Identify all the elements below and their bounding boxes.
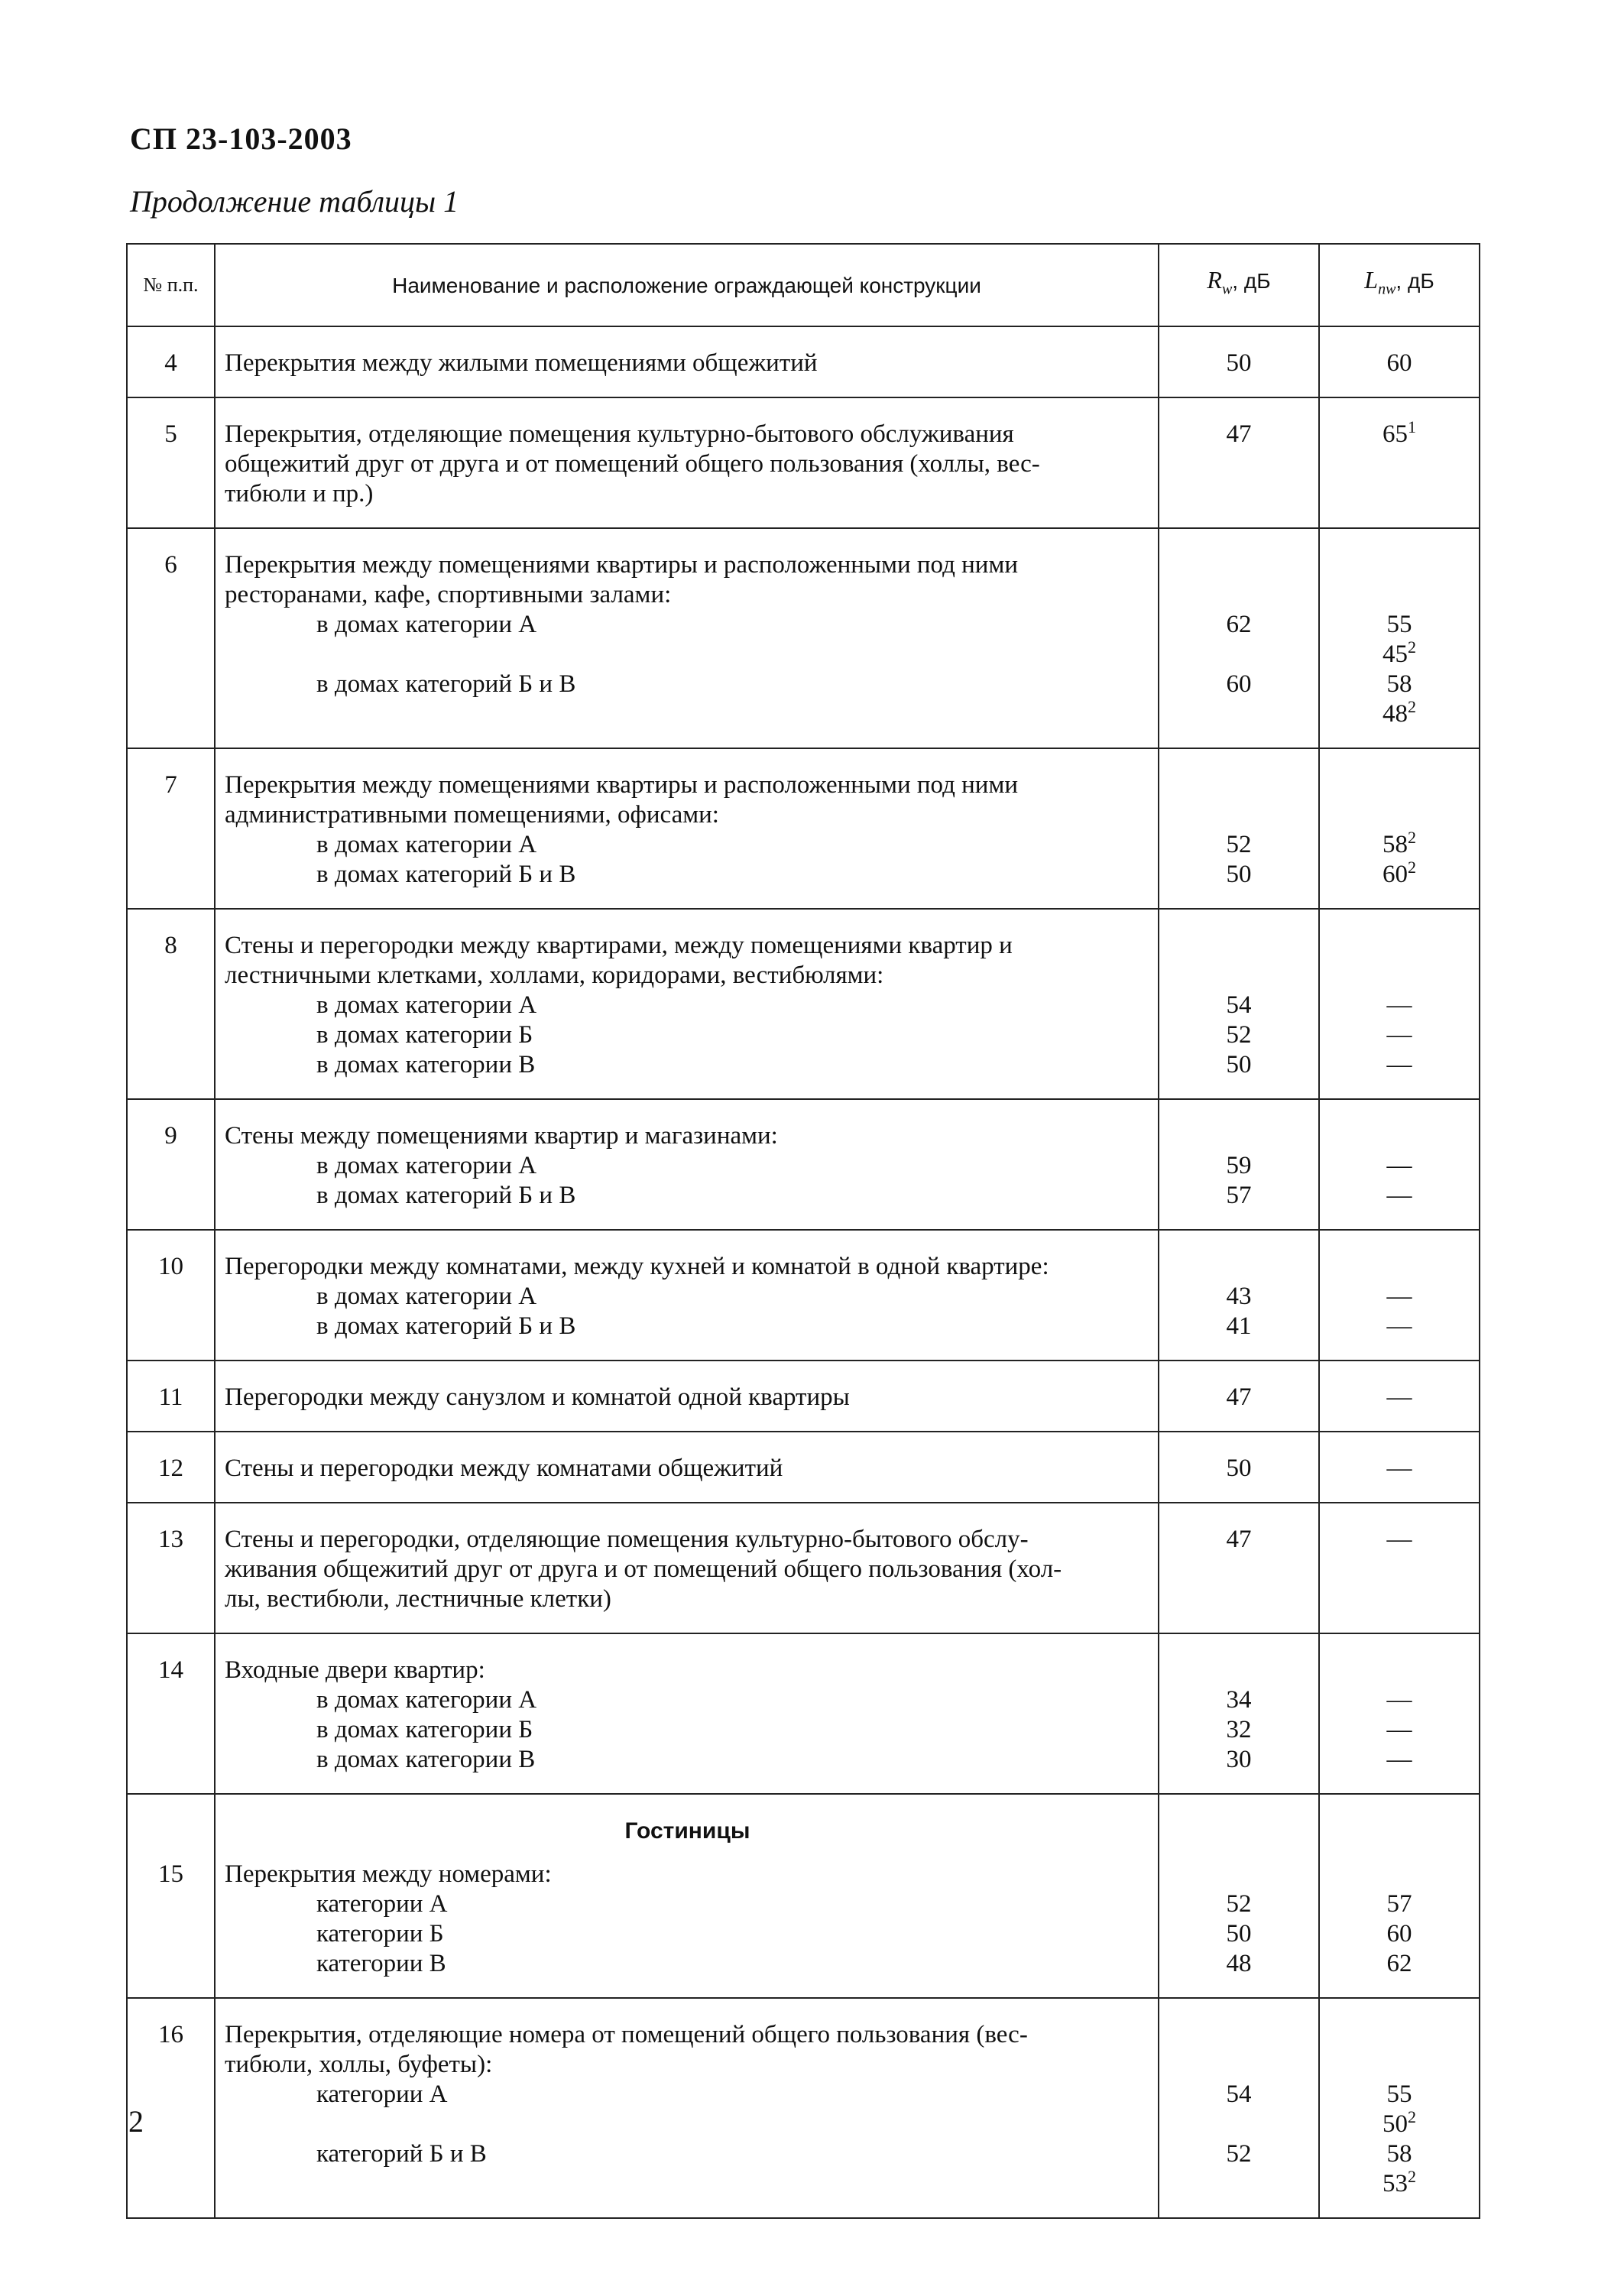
row-rw-values xyxy=(1159,1998,1319,2218)
row-rw-values xyxy=(1159,748,1319,909)
row-lnw-values xyxy=(1319,1998,1480,2218)
rw-value xyxy=(1162,2050,1315,2080)
lnw-value xyxy=(1323,1919,1476,1949)
description-line: в домах категорий Б и В xyxy=(316,670,576,698)
rw-value: 48 xyxy=(1226,1950,1252,1977)
rw-value: 50 xyxy=(1226,1455,1252,1482)
lnw-value xyxy=(1323,1020,1476,1050)
lnw-value xyxy=(1323,417,1476,449)
lnw-value xyxy=(1323,800,1476,830)
row-lnw-values xyxy=(1319,326,1480,397)
rw-value: 50 xyxy=(1226,1920,1252,1948)
lnw-value xyxy=(1323,931,1476,961)
column-header-rw: $R_w$, дБ xyxy=(1159,244,1319,326)
rw-value xyxy=(1162,2110,1315,2139)
lnw-value xyxy=(1323,1715,1476,1745)
row-rw-values xyxy=(1159,397,1319,528)
row-lnw-values xyxy=(1319,1432,1480,1503)
lnw-value xyxy=(1323,860,1476,890)
rw-value: 47 xyxy=(1226,1526,1252,1553)
row-number xyxy=(127,1794,215,1998)
footnote-marker: 2 xyxy=(1408,858,1416,877)
description-line: в домах категории А xyxy=(316,991,537,1019)
row-lnw-values xyxy=(1319,1794,1480,1998)
lnw-value xyxy=(1323,1860,1476,1889)
rw-value: 54 xyxy=(1226,2081,1252,2108)
lnw-number: 57 xyxy=(1386,1890,1412,1918)
lnw-value xyxy=(1323,2050,1476,2080)
lnw-value xyxy=(1323,449,1476,479)
lnw-value xyxy=(1323,1949,1476,1979)
row-number-text: 13 xyxy=(158,1526,183,1553)
rw-value: 54 xyxy=(1226,991,1252,1019)
rw-value: 52 xyxy=(1226,831,1252,858)
row-rw-values xyxy=(1159,1099,1319,1230)
rw-value xyxy=(1162,2020,1315,2050)
description-line: Перекрытия между номерами: xyxy=(225,1860,552,1888)
lnw-number: 55 xyxy=(1386,611,1412,638)
lnw-value xyxy=(1323,610,1476,640)
lnw-number: 53 xyxy=(1383,2170,1408,2197)
row-rw-values xyxy=(1159,1633,1319,1794)
description-line: в домах категории Б xyxy=(316,1716,533,1743)
description-line: в домах категории В xyxy=(316,1746,536,1773)
table-row xyxy=(127,1503,1480,1633)
description-line: Стены и перегородки между комнатами общежитий xyxy=(225,1455,783,1482)
rw-value: 52 xyxy=(1226,2140,1252,2168)
description-line xyxy=(225,699,1150,729)
description-line: Перегородки между санузлом и комнатой одной квартиры xyxy=(225,1383,850,1411)
rw-value xyxy=(1162,2169,1315,2199)
lnw-number: — xyxy=(1386,1182,1412,1209)
row-description xyxy=(215,1998,1159,2218)
row-number-text: 16 xyxy=(158,2021,183,2048)
description-line: живания общежитий друг от друга и от помещений общего пользования (хол- xyxy=(225,1555,1062,1583)
lnw-number: 45 xyxy=(1383,641,1408,668)
table-header-row xyxy=(127,244,1480,326)
lnw-value xyxy=(1323,2169,1476,2199)
table-row xyxy=(127,1099,1480,1230)
rw-value: 60 xyxy=(1226,670,1252,698)
description-line: лестничными клетками, холлами, коридорами, вестибюлями: xyxy=(225,962,884,989)
lnw-value xyxy=(1323,1525,1476,1555)
row-lnw-values xyxy=(1319,397,1480,528)
row-lnw-values xyxy=(1319,1503,1480,1633)
description-line: категорий Б и В xyxy=(316,2140,487,2168)
row-number-text: 10 xyxy=(158,1253,183,1280)
lnw-number: — xyxy=(1386,1051,1412,1078)
row-lnw-values xyxy=(1319,1099,1480,1230)
lnw-value xyxy=(1323,699,1476,729)
description-line: Перекрытия между помещениями квартиры и расположенными под ними xyxy=(225,771,1019,799)
rw-value xyxy=(1162,1555,1315,1584)
description-line: категории А xyxy=(316,1890,448,1918)
lnw-value xyxy=(1323,2020,1476,2050)
table-row xyxy=(127,748,1480,909)
section-heading: Гостиницы xyxy=(624,1818,750,1844)
row-rw-values xyxy=(1159,326,1319,397)
lnw-value xyxy=(1323,991,1476,1020)
lnw-value xyxy=(1323,1181,1476,1211)
page-number: 2 xyxy=(128,2104,144,2139)
lnw-value xyxy=(1323,2139,1476,2169)
description-line: Стены и перегородки между квартирами, между помещениями квартир и xyxy=(225,932,1013,959)
row-description xyxy=(215,1230,1159,1361)
lnw-value xyxy=(1323,2107,1476,2139)
description-line: в домах категорий Б и В xyxy=(316,1182,576,1209)
lnw-value xyxy=(1323,830,1476,860)
row-number xyxy=(127,1361,215,1432)
lnw-value xyxy=(1323,1312,1476,1341)
table-row xyxy=(127,1633,1480,1794)
row-number-text: 14 xyxy=(158,1656,183,1684)
lnw-number: 60 xyxy=(1386,349,1412,377)
row-number xyxy=(127,1432,215,1503)
lnw-value xyxy=(1323,1252,1476,1282)
description-line: административными помещениями, офисами: xyxy=(225,801,719,829)
row-lnw-values xyxy=(1319,748,1480,909)
row-lnw-values xyxy=(1319,909,1480,1099)
rw-value: 43 xyxy=(1226,1283,1252,1310)
footnote-marker: 2 xyxy=(1408,828,1416,847)
row-rw-values xyxy=(1159,1361,1319,1432)
description-line: Перегородки между комнатами, между кухней и комнатой в одной квартире: xyxy=(225,1253,1049,1280)
lnw-value xyxy=(1323,580,1476,610)
lnw-number: 58 xyxy=(1386,2140,1412,2168)
document-code: СП 23-103-2003 xyxy=(130,122,352,156)
row-number xyxy=(127,1230,215,1361)
row-rw-values xyxy=(1159,909,1319,1099)
lnw-number: — xyxy=(1386,1746,1412,1773)
rw-value xyxy=(1162,1121,1315,1151)
description-line: категории А xyxy=(316,2081,448,2108)
lnw-number: 55 xyxy=(1386,2081,1412,2108)
description-line: в домах категории А xyxy=(316,1686,537,1714)
lnw-value xyxy=(1323,1282,1476,1312)
rw-value xyxy=(1162,640,1315,670)
lnw-number: — xyxy=(1386,1526,1412,1553)
lnw-number: — xyxy=(1386,1383,1412,1411)
row-number-text: 11 xyxy=(158,1383,183,1411)
table-row xyxy=(127,1361,1480,1432)
description-line: лы, вестибюли, лестничные клетки) xyxy=(225,1585,611,1613)
description-line: общежитий друг от друга и от помещений общего пользования (холлы, вес- xyxy=(225,450,1040,478)
lnw-number: 48 xyxy=(1383,700,1408,728)
row-number-text: 12 xyxy=(158,1455,183,1482)
description-line: в домах категорий Б и В xyxy=(316,861,576,888)
lnw-value xyxy=(1323,1151,1476,1181)
rw-value xyxy=(1162,931,1315,961)
description-line: тибюли и пр.) xyxy=(225,480,374,508)
table-row xyxy=(127,1794,1480,1998)
description-line: Перекрытия, отделяющие помещения культурно-бытового обслуживания xyxy=(225,420,1014,448)
rw-value: 59 xyxy=(1226,1152,1252,1179)
description-line: категории В xyxy=(316,1950,446,1977)
lnw-value xyxy=(1323,670,1476,699)
rw-value: 41 xyxy=(1226,1312,1252,1340)
lnw-value xyxy=(1323,1685,1476,1715)
lnw-value xyxy=(1323,1383,1476,1412)
rw-value: 47 xyxy=(1226,420,1252,448)
lnw-value xyxy=(1323,1454,1476,1484)
row-rw-values xyxy=(1159,528,1319,748)
rw-value xyxy=(1162,479,1315,509)
table-row xyxy=(127,528,1480,748)
lnw-value xyxy=(1323,550,1476,580)
lnw-number: 60 xyxy=(1386,1920,1412,1948)
row-rw-values xyxy=(1159,1432,1319,1503)
table-row xyxy=(127,909,1480,1099)
rw-value: 34 xyxy=(1226,1686,1252,1714)
lnw-number: — xyxy=(1386,1283,1412,1310)
description-line: в домах категории В xyxy=(316,1051,536,1078)
table-row xyxy=(127,1998,1480,2218)
table-row xyxy=(127,326,1480,397)
lnw-value xyxy=(1323,1121,1476,1151)
rw-value xyxy=(1162,1252,1315,1282)
lnw-value xyxy=(1323,1584,1476,1614)
row-number xyxy=(127,326,215,397)
row-rw-values xyxy=(1159,1503,1319,1633)
rw-value: 50 xyxy=(1226,349,1252,377)
footnote-marker: 1 xyxy=(1408,417,1416,436)
description-line: Перекрытия между жилыми помещениями общежитий xyxy=(225,349,818,377)
row-number xyxy=(127,1099,215,1230)
rw-value xyxy=(1162,550,1315,580)
lnw-value xyxy=(1323,1050,1476,1080)
footnote-marker: 2 xyxy=(1408,2167,1416,2186)
row-number-text: 7 xyxy=(164,771,177,799)
row-number-text: 4 xyxy=(164,349,177,377)
description-line: Перекрытия, отделяющие номера от помещений общего пользования (вес- xyxy=(225,2021,1028,2048)
row-lnw-values xyxy=(1319,528,1480,748)
row-description xyxy=(215,909,1159,1099)
rw-value xyxy=(1162,1656,1315,1685)
rw-value: 32 xyxy=(1226,1716,1252,1743)
rw-value: 50 xyxy=(1226,1051,1252,1078)
lnw-number: — xyxy=(1386,991,1412,1019)
description-line: в домах категории А xyxy=(316,1283,537,1310)
description-line: Стены и перегородки, отделяющие помещения культурно-бытового обслу- xyxy=(225,1526,1029,1553)
row-number xyxy=(127,909,215,1099)
row-description xyxy=(215,1361,1159,1432)
row-lnw-values xyxy=(1319,1230,1480,1361)
lnw-number: — xyxy=(1386,1152,1412,1179)
row-rw-values xyxy=(1159,1794,1319,1998)
description-line xyxy=(225,2110,1150,2139)
description-line: в домах категории А xyxy=(316,831,537,858)
rw-value xyxy=(1162,961,1315,991)
lnw-number: 62 xyxy=(1386,1950,1412,1977)
column-header-number: № п.п. xyxy=(127,244,215,326)
description-line: Стены между помещениями квартир и магазинами: xyxy=(225,1122,778,1150)
row-description xyxy=(215,1633,1159,1794)
lnw-value xyxy=(1323,961,1476,991)
lnw-value xyxy=(1323,1745,1476,1775)
lnw-number: — xyxy=(1386,1686,1412,1714)
rw-value xyxy=(1162,699,1315,729)
rw-value xyxy=(1162,580,1315,610)
lnw-value xyxy=(1323,2080,1476,2110)
rw-value: 30 xyxy=(1226,1746,1252,1773)
lnw-value xyxy=(1323,1555,1476,1584)
row-description xyxy=(215,1099,1159,1230)
table-row xyxy=(127,1230,1480,1361)
rw-value: 47 xyxy=(1226,1383,1252,1411)
lnw-number: 60 xyxy=(1383,861,1408,888)
lnw-value xyxy=(1323,349,1476,378)
footnote-marker: 2 xyxy=(1408,2107,1416,2126)
description-line: ресторанами, кафе, спортивными залами: xyxy=(225,581,672,608)
lnw-number: 58 xyxy=(1383,831,1408,858)
description-line xyxy=(225,2169,1150,2199)
description-line xyxy=(225,640,1150,670)
rw-value xyxy=(1162,1584,1315,1614)
row-number xyxy=(127,1503,215,1633)
rw-value: 52 xyxy=(1226,1021,1252,1049)
lnw-number: 65 xyxy=(1383,420,1408,448)
description-line: Перекрытия между помещениями квартиры и расположенными под ними xyxy=(225,551,1019,579)
sound-insulation-table xyxy=(126,243,1480,2219)
rw-value: 52 xyxy=(1226,1890,1252,1918)
column-header-lnw: $L_{nw}$, дБ xyxy=(1319,244,1480,326)
lnw-value xyxy=(1323,479,1476,509)
row-number xyxy=(127,748,215,909)
row-lnw-values xyxy=(1319,1633,1480,1794)
lnw-number: — xyxy=(1386,1021,1412,1049)
description-line: категории Б xyxy=(316,1920,444,1948)
row-number-text: 8 xyxy=(164,932,177,959)
row-number-text: 5 xyxy=(164,420,177,448)
rw-value xyxy=(1162,449,1315,479)
lnw-number: 50 xyxy=(1383,2110,1408,2138)
footnote-marker: 2 xyxy=(1408,697,1416,716)
column-header-name: Наименование и расположение ограждающей конструкции xyxy=(215,244,1159,326)
rw-value xyxy=(1162,1860,1315,1889)
lnw-number: — xyxy=(1386,1312,1412,1340)
row-description xyxy=(215,326,1159,397)
description-line: в домах категории Б xyxy=(316,1021,533,1049)
lnw-number: — xyxy=(1386,1455,1412,1482)
row-description xyxy=(215,1432,1159,1503)
row-description xyxy=(215,748,1159,909)
row-number xyxy=(127,397,215,528)
description-line: Входные двери квартир: xyxy=(225,1656,485,1684)
footnote-marker: 2 xyxy=(1408,637,1416,657)
lnw-value xyxy=(1323,1889,1476,1919)
description-line: тибюли, холлы, буфеты): xyxy=(225,2051,493,2078)
lnw-number: 58 xyxy=(1386,670,1412,698)
description-line: в домах категории А xyxy=(316,611,537,638)
table-continuation-caption: Продолжение таблицы 1 xyxy=(130,184,459,219)
rw-value xyxy=(1162,770,1315,800)
lnw-value xyxy=(1323,1656,1476,1685)
table-row xyxy=(127,1432,1480,1503)
row-number-text: 6 xyxy=(164,551,177,579)
description-line: в домах категории А xyxy=(316,1152,537,1179)
rw-value: 50 xyxy=(1226,861,1252,888)
rw-value xyxy=(1162,800,1315,830)
rw-value: 57 xyxy=(1226,1182,1252,1209)
row-number-text: 9 xyxy=(164,1122,177,1150)
lnw-value xyxy=(1323,770,1476,800)
row-description xyxy=(215,1794,1159,1998)
row-lnw-values xyxy=(1319,1361,1480,1432)
row-rw-values xyxy=(1159,1230,1319,1361)
description-line: в домах категорий Б и В xyxy=(316,1312,576,1340)
row-description xyxy=(215,397,1159,528)
table-row xyxy=(127,397,1480,528)
row-description xyxy=(215,528,1159,748)
row-number xyxy=(127,528,215,748)
lnw-value xyxy=(1323,637,1476,670)
rw-value: 62 xyxy=(1226,611,1252,638)
row-number xyxy=(127,1633,215,1794)
row-description xyxy=(215,1503,1159,1633)
lnw-number: — xyxy=(1386,1716,1412,1743)
row-number-text: 15 xyxy=(158,1860,183,1888)
